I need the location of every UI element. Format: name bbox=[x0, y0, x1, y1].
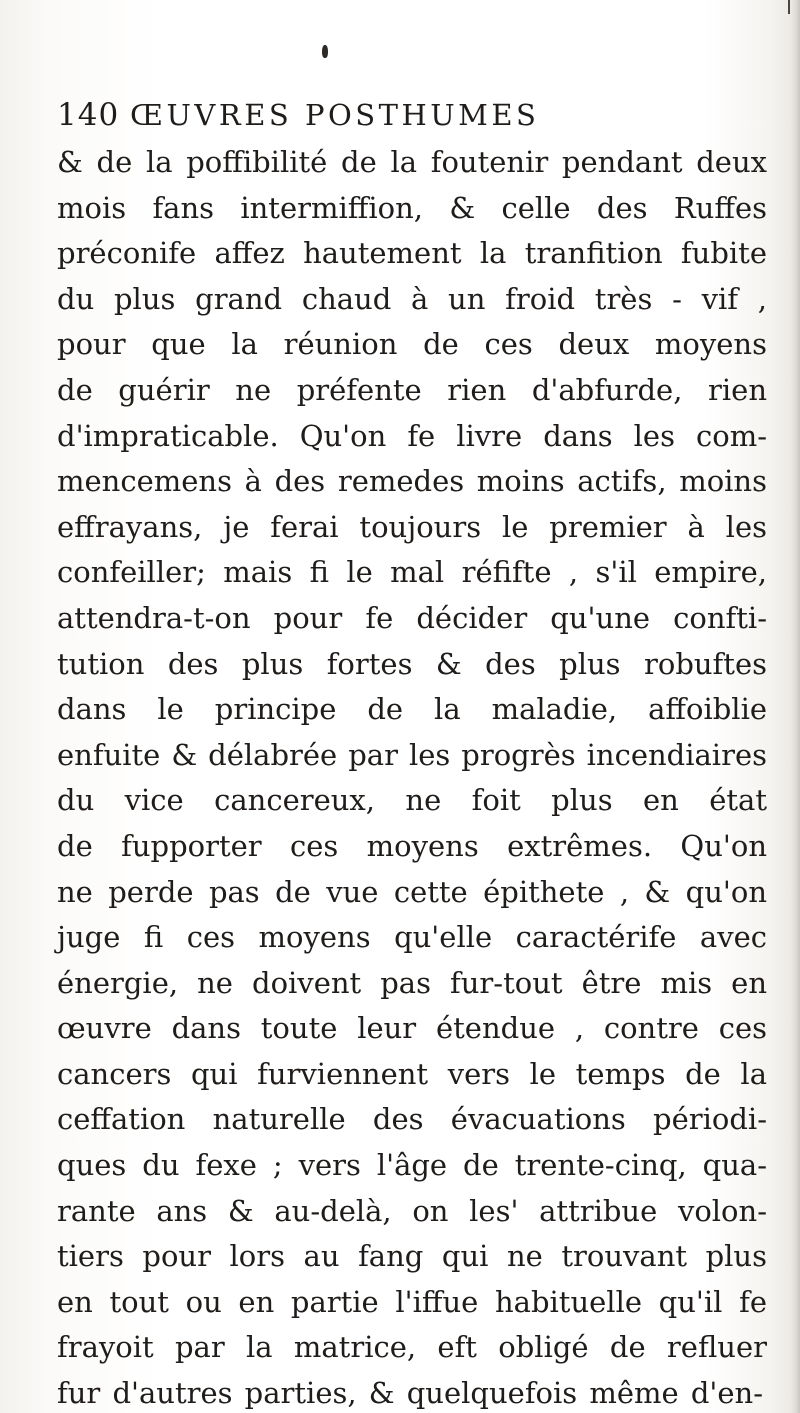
text-line: ques du fexe ; vers l'âge de trente-cinq, qua- bbox=[57, 1148, 767, 1183]
text-line: de fupporter ces moyens extrêmes. Qu'on bbox=[57, 828, 767, 863]
text-line: confeiller; mais fi le mal réfifte , s'il empire, bbox=[57, 555, 767, 590]
text-line: ceffation naturelle des évacuations périodi- bbox=[57, 1102, 767, 1137]
text-line: cancers qui furviennent vers le temps de la bbox=[57, 1056, 767, 1091]
text-line: enfuite & délabrée par les progrès incendiaires bbox=[57, 737, 767, 772]
text-line: œuvre dans toute leur étendue , contre ces bbox=[57, 1011, 767, 1046]
text-line: dans le principe de la maladie, affoiblie bbox=[57, 692, 767, 727]
text-line: mencemens à des remedes moins actifs, moins bbox=[57, 464, 767, 499]
text-line: énergie, ne doivent pas fur-tout être mis en bbox=[57, 965, 767, 1000]
text-line: du vice cancereux, ne foit plus en état bbox=[57, 783, 767, 818]
text-line: tution des plus fortes & des plus robuftes bbox=[57, 646, 767, 681]
edge-mark bbox=[788, 0, 790, 14]
text-line: d'impraticable. Qu'on fe livre dans les com- bbox=[57, 418, 767, 453]
text-line: attendra-t-on pour fe décider qu'une confti- bbox=[57, 600, 767, 635]
text-line: de guérir ne préfente rien d'abfurde, rien bbox=[57, 372, 767, 407]
page-edge-shadow bbox=[790, 0, 800, 1413]
text-line: fur d'autres parties, & quelquefois même d'en- bbox=[57, 1376, 763, 1411]
text-line: préconife affez hautement la tranfition fubite bbox=[57, 236, 767, 271]
running-title: ŒUVRES POSTHUMES bbox=[130, 98, 540, 132]
page-number: 140 bbox=[57, 97, 120, 133]
text-line: mois fans intermiffion, & celle des Ruffes bbox=[57, 190, 767, 225]
text-line: tiers pour lors au fang qui ne trouvant plus bbox=[57, 1239, 767, 1274]
text-line: frayoit par la matrice, eft obligé de refluer bbox=[57, 1330, 767, 1365]
body-text bbox=[57, 140, 767, 1413]
text-line: juge fi ces moyens qu'elle caractérife avec bbox=[57, 920, 767, 955]
running-head bbox=[57, 95, 657, 135]
text-line: pour que la réunion de ces deux moyens bbox=[57, 327, 767, 362]
text-line: rante ans & au-delà, on les' attribue volon- bbox=[57, 1193, 767, 1228]
ink-ornament bbox=[322, 45, 328, 58]
text-line: du plus grand chaud à un froid très - vif , bbox=[57, 281, 767, 316]
text-line: ne perde pas de vue cette épithete , & qu'on bbox=[57, 874, 767, 909]
text-line: en tout ou en partie l'iffue habituelle qu'il fe bbox=[57, 1284, 767, 1319]
text-line: & de la poffibilité de la foutenir pendant deux bbox=[57, 145, 767, 179]
text-line: effrayans, je ferai toujours le premier à les bbox=[57, 509, 767, 544]
